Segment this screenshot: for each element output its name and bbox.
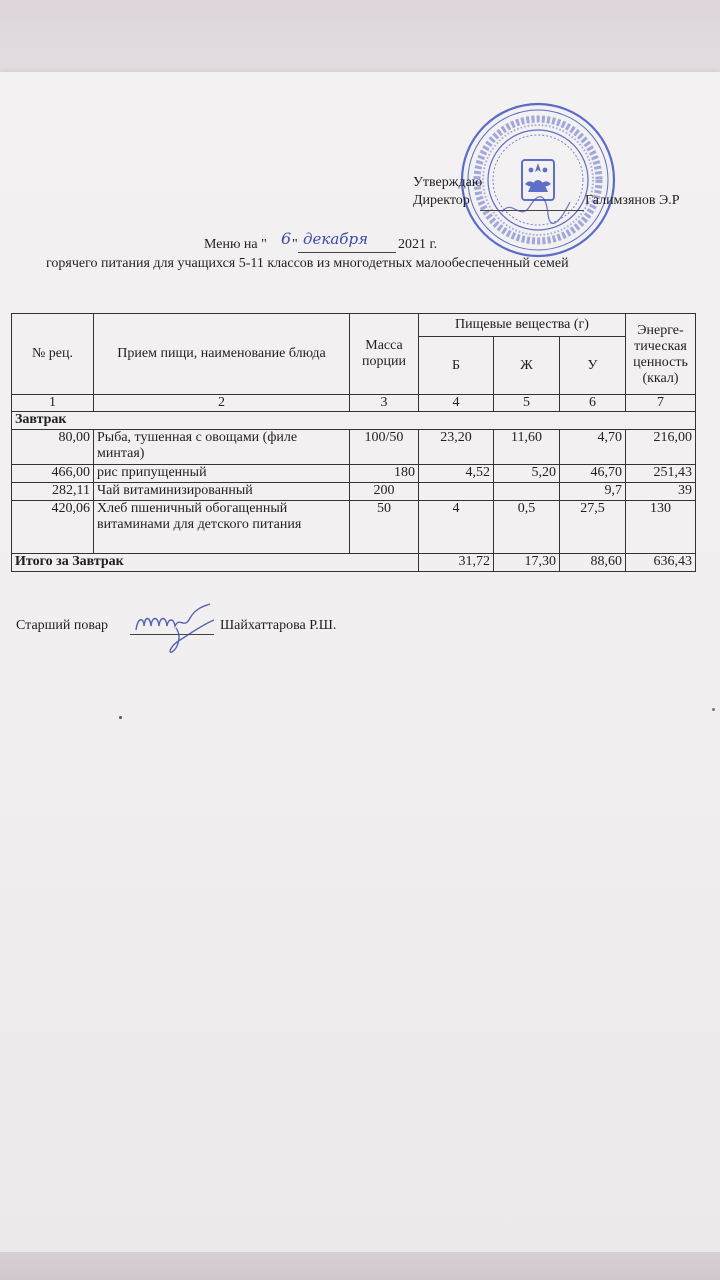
row-zh: 5,20 [494, 465, 560, 483]
total-label: Итого за Завтрак [12, 554, 419, 572]
header-rec-no: № рец. [12, 314, 94, 395]
column-number: 1 [12, 395, 94, 412]
director-name: Галимзянов Э.Р [585, 193, 680, 208]
row-mass: 100/50 [350, 430, 419, 465]
row-dish: Хлеб пшеничный обогащенный витаминами для детского питания [94, 501, 350, 554]
paper-speck [119, 716, 122, 719]
header-nutrients: Пищевые вещества (г) [419, 314, 626, 337]
row-zh: 0,5 [494, 501, 560, 554]
column-number: 6 [560, 395, 626, 412]
background-wall-top [0, 0, 720, 76]
cook-name: Шайхаттарова Р.Ш. [220, 618, 337, 633]
menu-quote-close: " [292, 237, 298, 252]
column-number: 5 [494, 395, 560, 412]
menu-table [11, 313, 696, 572]
menu-month: декабря [303, 230, 368, 248]
row-mass: 200 [350, 483, 419, 501]
row-u: 4,70 [560, 430, 626, 465]
table-row [12, 430, 696, 465]
row-energy: 216,00 [626, 430, 696, 465]
row-energy: 39 [626, 483, 696, 501]
header-dish: Прием пищи, наименование блюда [94, 314, 350, 395]
row-rec: 80,00 [12, 430, 94, 465]
menu-year: 2021 г. [398, 237, 438, 252]
total-zh: 17,30 [494, 554, 560, 572]
section-breakfast: Завтрак [12, 412, 696, 430]
total-energy: 636,43 [626, 554, 696, 572]
total-b: 31,72 [419, 554, 494, 572]
cook-signature [130, 596, 222, 658]
paper-speck [712, 708, 715, 711]
header-b: Б [419, 337, 494, 395]
row-b [419, 483, 494, 501]
row-rec: 466,00 [12, 465, 94, 483]
row-dish: рис припущенный [94, 465, 350, 483]
column-number: 7 [626, 395, 696, 412]
row-zh [494, 483, 560, 501]
cook-label: Старший повар [16, 618, 109, 633]
row-dish: Чай витаминизированный [94, 483, 350, 501]
table-row [12, 483, 696, 501]
header-u: У [560, 337, 626, 395]
row-u: 27,5 [560, 501, 626, 554]
approve-label: Утверждаю [413, 175, 483, 190]
menu-title-prefix: Меню на " [204, 237, 267, 252]
row-energy: 251,43 [626, 465, 696, 483]
column-number: 3 [350, 395, 419, 412]
column-number: 4 [419, 395, 494, 412]
row-b: 4 [419, 501, 494, 554]
director-label: Директор [413, 193, 470, 208]
row-energy: 130 [626, 501, 696, 554]
menu-day: 6 [281, 229, 292, 248]
table-row [12, 501, 696, 554]
row-rec: 282,11 [12, 483, 94, 501]
menu-subtitle: горячего питания для учащихся 5-11 классов из многодетных малообеспеченный семей [46, 256, 569, 271]
header-zh: Ж [494, 337, 560, 395]
row-u: 9,7 [560, 483, 626, 501]
row-zh: 11,60 [494, 430, 560, 465]
total-u: 88,60 [560, 554, 626, 572]
row-mass: 180 [350, 465, 419, 483]
director-signature [498, 192, 574, 226]
row-b: 23,20 [419, 430, 494, 465]
row-rec: 420,06 [12, 501, 94, 554]
column-number: 2 [94, 395, 350, 412]
row-dish: Рыба, тушенная с овощами (филе минтая) [94, 430, 350, 465]
row-u: 46,70 [560, 465, 626, 483]
total-row [12, 554, 696, 572]
row-mass: 50 [350, 501, 419, 554]
background-wall-bottom [0, 1252, 720, 1280]
header-mass: Масса порции [350, 314, 419, 395]
row-b: 4,52 [419, 465, 494, 483]
menu-month-line [298, 252, 396, 253]
header-energy: Энерге-тическая ценность (ккал) [626, 314, 696, 395]
table-row [12, 465, 696, 483]
